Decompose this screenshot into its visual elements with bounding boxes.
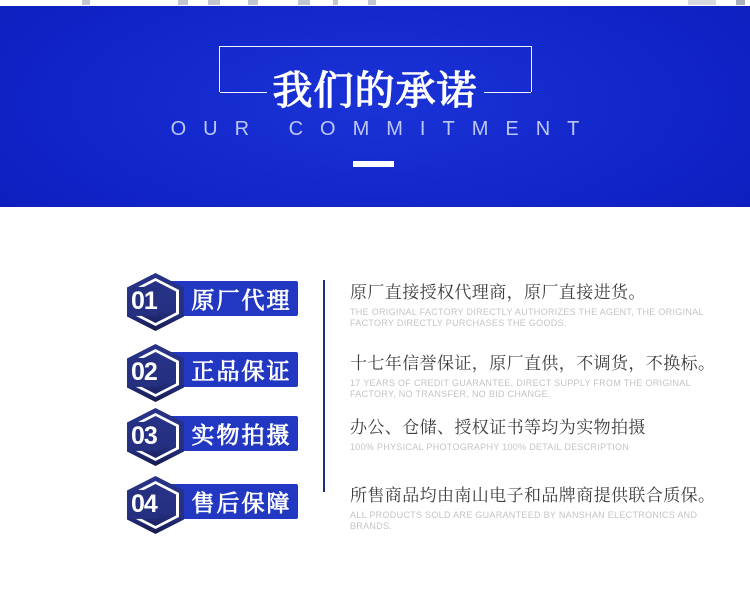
top-strip-mark (298, 0, 310, 5)
hexagon-badge (127, 408, 184, 466)
item-label: 售后保障 (191, 490, 292, 516)
item-text-en: ALL PRODUCTS SOLD ARE GUARANTEED BY NANSHAN ELECTRONICS AND BRANDS. (350, 510, 698, 531)
item-text-zh: 办公、仓储、授权证书等均为实物拍摄 (350, 418, 646, 437)
item-number: 04 (131, 489, 157, 518)
top-strip-mark (208, 0, 220, 5)
commitment-item-1 (0, 273, 750, 335)
item-text-en: THE ORIGINAL FACTORY DIRECTLY AUTHORIZES THE AGENT, THE ORIGINAL FACTORY DIRECTLY PURCHASES THE GOODS. (350, 307, 704, 328)
commitment-item-2 (0, 344, 750, 406)
item-description (350, 282, 730, 329)
top-strip-mark (736, 0, 745, 5)
item-text-zh: 所售商品均由南山电子和品牌商提供联合质保。 (350, 486, 716, 505)
item-number: 03 (131, 421, 157, 450)
commitment-banner (0, 6, 750, 207)
item-description (350, 353, 730, 400)
item-text-zh: 原厂直接授权代理商，原厂直接进货。 (350, 283, 646, 302)
top-strip-mark (688, 0, 716, 5)
item-number: 02 (131, 357, 157, 386)
item-text-en: 100% PHYSICAL PHOTOGRAPHY 100% DETAIL DESCRIPTION (350, 442, 630, 452)
item-text-en: 17 YEARS OF CREDIT GUARANTEE, DIRECT SUPPLY FROM THE ORIGINAL FACTORY, NO TRANSFER, NO BID CHANGE. (350, 378, 691, 399)
top-strip-mark (333, 0, 338, 5)
top-strip-mark (248, 0, 258, 5)
hexagon-badge (127, 344, 184, 402)
item-label: 原厂代理 (191, 287, 292, 313)
top-strip-mark (368, 0, 376, 5)
commitment-item-3 (0, 408, 750, 470)
top-strip-mark (82, 0, 90, 5)
item-number: 01 (131, 286, 157, 315)
hexagon-badge (127, 476, 184, 534)
item-label: 实物拍摄 (191, 422, 292, 448)
banner-subtitle (0, 118, 750, 141)
item-description (350, 485, 730, 532)
title-underline-dash (353, 161, 394, 167)
item-text-zh: 十七年信誉保证，原厂直供，不调货，不换标。 (350, 354, 716, 373)
banner-subtitle-text: OUR COMMITMENT (170, 118, 597, 140)
item-description (350, 417, 730, 453)
banner-title: 我们的承诺 (272, 69, 478, 113)
hexagon-badge (127, 273, 184, 331)
commitment-item-4 (0, 476, 750, 538)
top-strip-mark (178, 0, 188, 5)
item-label: 正品保证 (191, 358, 292, 384)
